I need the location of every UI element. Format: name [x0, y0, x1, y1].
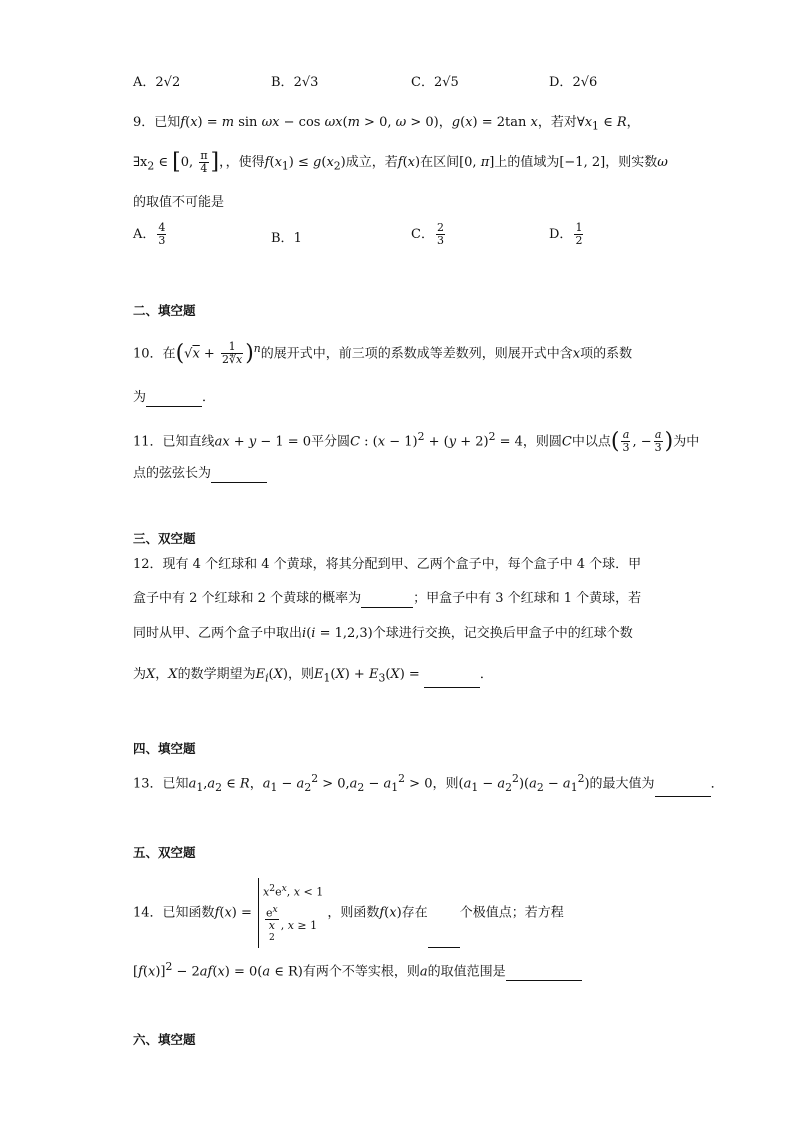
section-heading-2: 二、填空题	[133, 303, 196, 318]
q8-option-b: B．2√3	[271, 75, 319, 90]
answer-blank-12b[interactable]	[424, 673, 480, 688]
answer-blank-12a[interactable]	[361, 593, 413, 608]
question-9-line-3: 的取值不可能是	[133, 195, 225, 210]
question-9-line-1: 9．已知f(x) = m sin ωx − cos ωx(m > 0, ω > 0)，g(x) = 2tan x，若对$\forall x_1$ ∈ R，	[133, 115, 640, 133]
question-14-line-1: 14．已知函数f(x) = $x^2e^x$, x < 1 $e^x$ x $^2$, x ≥ 1 ，则函数f(x)存在 个极值点；若方程	[133, 878, 564, 948]
section-heading-6: 六、填空题	[133, 1032, 196, 1047]
q9-option-b: B．1	[271, 231, 302, 246]
answer-blank-14b[interactable]	[506, 966, 582, 981]
section-heading-5: 五、双空题	[133, 845, 196, 860]
question-13-line-1: 13．已知$a_1,a_2$ ∈ R，$a_1 - a_2^2 > 0,a_2 - a_1^2 > 0$，则$(a_1 - a_2^2)(a_2 - a_1^2)$的最大值为 ．	[133, 770, 724, 797]
section-heading-4: 四、填空题	[133, 741, 196, 756]
question-12-line-1: 12．现有 4 个红球和 4 个黄球，将其分配到甲、乙两个盒子中，每个盒子中 4 个球．甲	[133, 557, 642, 572]
question-12-line-4: 为X，X的数学期望为$E_i(X)$，则$E_1(X) + E_3(X)$ = ．	[133, 666, 493, 688]
q9-option-a: A． $\frac{4}{3}$	[133, 221, 166, 247]
question-11-line-1: 11．已知直线ax + y − 1 = 0平分圆C : $(x - 1)^2 + (y + 2)^2 = 4$，则圆C中以点( $\frac{a}{3}$ , − $\frac{a}{3}$ )为中	[133, 428, 700, 455]
question-11-line-2: 点的弦弦长为	[133, 465, 267, 483]
q8-option-c: C．2√5	[411, 75, 459, 90]
answer-blank-14a[interactable]	[428, 933, 460, 948]
question-14-line-2: $[f(x)]^2 - 2af(x) = 0(a$ ∈ R)有两个不等实根，则a的取值范围是	[133, 958, 582, 981]
question-10-line-1: 10．在(√x + $\frac{1}{2∜x}$ )$^n$的展开式中，前三项的系数成等差数列，则展开式中含x项的系数	[133, 340, 633, 367]
answer-blank-10[interactable]	[146, 392, 202, 407]
q8-option-a: A．2√2	[133, 75, 181, 90]
question-10-line-2: 为 ．	[133, 390, 216, 405]
q9-option-c: C． $\frac{2}{3}$	[411, 221, 444, 247]
q8-option-d: D．2√6	[549, 75, 598, 90]
q9-option-d: D． $\frac{1}{2}$	[549, 221, 583, 247]
answer-blank-11[interactable]	[211, 468, 267, 483]
question-9-line-2: $\exists x_2$ ∈ [0, $\frac{\pi}{4}$ ]，，使得$f(x_1) \le g(x_2)$成立，若f(x)在区间[0, π]上的值域为[−1, 2]，则实数ω	[133, 149, 668, 175]
answer-blank-13[interactable]	[655, 782, 711, 797]
question-12-line-3: 同时从甲、乙两个盒子中取出i(i = 1,2,3)个球进行交换，记交换后甲盒子中的红球个数	[133, 626, 633, 641]
question-12-line-2: 盒子中有 2 个红球和 2 个黄球的概率为 ；甲盒子中有 3 个红球和 1 个黄球，若	[133, 591, 642, 606]
section-heading-3: 三、双空题	[133, 531, 196, 546]
